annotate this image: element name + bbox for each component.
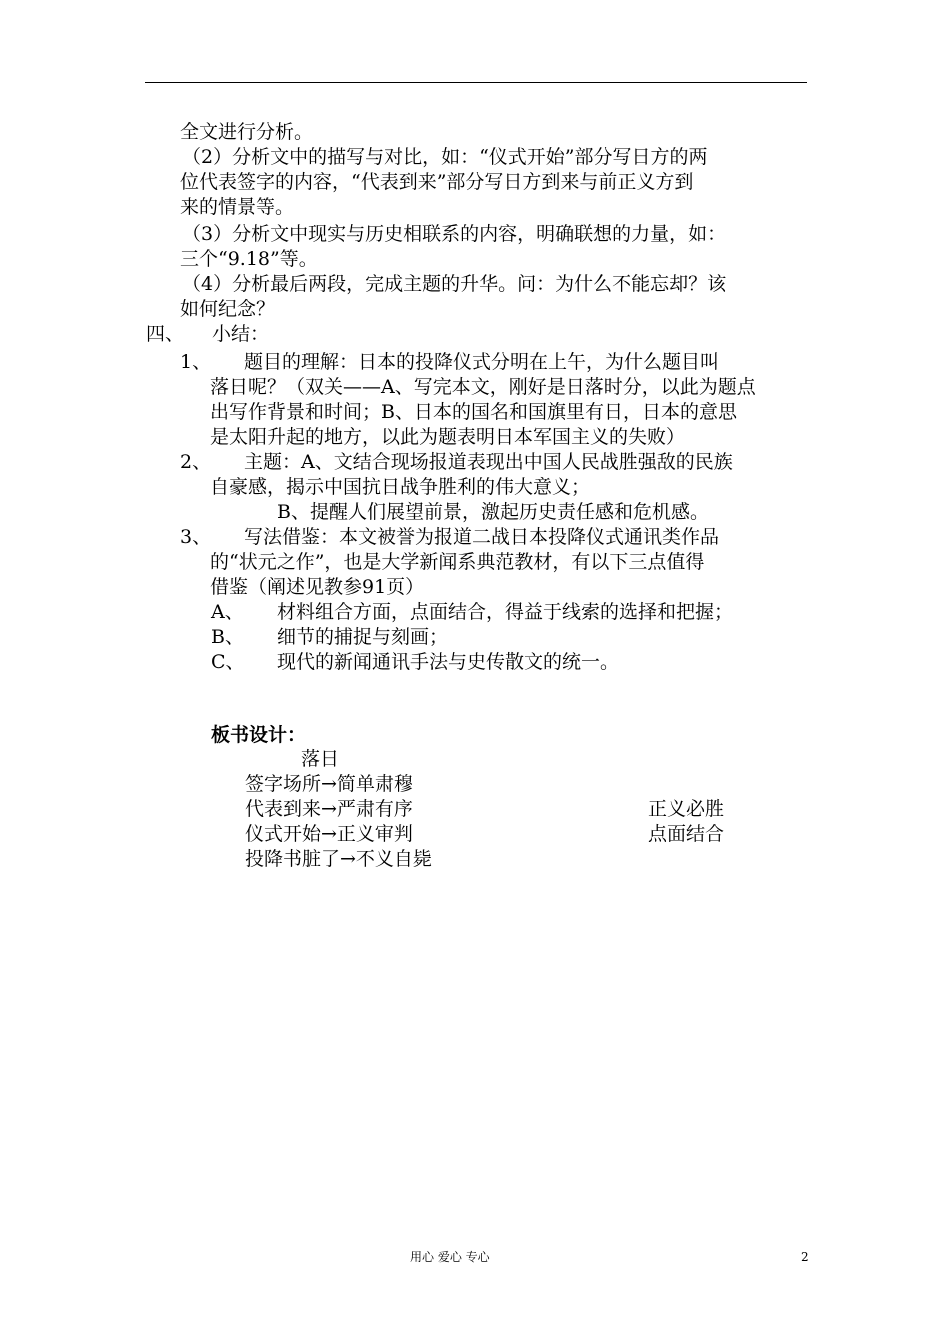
subitem-c-text: 现代的新闻通讯手法与史传散文的统一。: [277, 651, 620, 673]
section-4-number: 四、: [146, 323, 185, 345]
body-line-7: （4）分析最后两段，完成主题的升华。问：为什么不能忘却？该: [182, 273, 727, 295]
item-2-line-3: B、提醒人们展望前景，激起历史责任感和危机感。: [277, 501, 709, 523]
board-left-line-2: 代表到来→严肃有序: [245, 798, 413, 820]
body-line-4: 来的情景等。: [180, 196, 295, 218]
board-title: 落日: [301, 748, 340, 770]
page-number: 2: [801, 1250, 809, 1264]
item-1-line-2: 落日呢？（双关——A、写完本文，刚好是日落时分，以此为题点: [210, 376, 756, 398]
item-2-line-1: 主题：A、文结合现场报道表现出中国人民战胜强敌的民族: [244, 451, 733, 473]
body-line-3: 位代表签字的内容，“代表到来”部分写日方到来与前正义方到: [180, 171, 694, 193]
body-line-6: 三个“9.18”等。: [180, 248, 318, 270]
item-3-number: 3、: [180, 526, 212, 548]
header-rule: [145, 82, 807, 83]
item-2-line-2: 自豪感，揭示中国抗日战争胜利的伟大意义；: [210, 476, 591, 498]
board-left-line-1: 签字场所→简单肃穆: [245, 773, 413, 795]
item-1-line-4: 是太阳升起的地方，以此为题表明日本军国主义的失败）: [210, 426, 686, 448]
board-heading: 板书设计：: [211, 724, 307, 746]
subitem-a-label: A、: [211, 601, 244, 623]
board-right-line-2: 点面结合: [648, 823, 725, 845]
section-4-title: 小结：: [212, 323, 270, 345]
board-left-line-4: 投降书脏了→不义自毙: [245, 848, 432, 870]
subitem-b-text: 细节的捕捉与刻画；: [277, 626, 449, 648]
item-1-number: 1、: [180, 351, 212, 373]
board-right-line-1: 正义必胜: [648, 798, 725, 820]
subitem-b-label: B、: [211, 626, 244, 648]
subitem-a-text: 材料组合方面，点面结合，得益于线索的选择和把握；: [277, 601, 734, 623]
body-line-5: （3）分析文中现实与历史相联系的内容，明确联想的力量，如：: [182, 223, 727, 245]
item-2-number: 2、: [180, 451, 212, 473]
footer-motto: 用心 爱心 专心: [410, 1250, 490, 1264]
item-3-line-1: 写法借鉴：本文被誉为报道二战日本投降仪式通讯类作品: [244, 526, 720, 548]
body-line-1: 全文进行分析。: [180, 121, 314, 143]
subitem-c-label: C、: [211, 651, 245, 673]
board-left-line-3: 仪式开始→正义审判: [245, 823, 413, 845]
body-line-8: 如何纪念？: [180, 298, 276, 320]
item-1-line-3: 出写作背景和时间；B、日本的国名和国旗里有日，日本的意思: [210, 401, 737, 423]
item-3-line-2: 的“状元之作”，也是大学新闻系典范教材，有以下三点值得: [210, 551, 705, 573]
item-3-line-3: 借鉴（阐述见教参91页）: [210, 576, 425, 598]
item-1-line-1: 题目的理解：日本的投降仪式分明在上午，为什么题目叫: [244, 351, 720, 373]
body-line-2: （2）分析文中的描写与对比，如：“仪式开始”部分写日方的两: [182, 146, 708, 168]
